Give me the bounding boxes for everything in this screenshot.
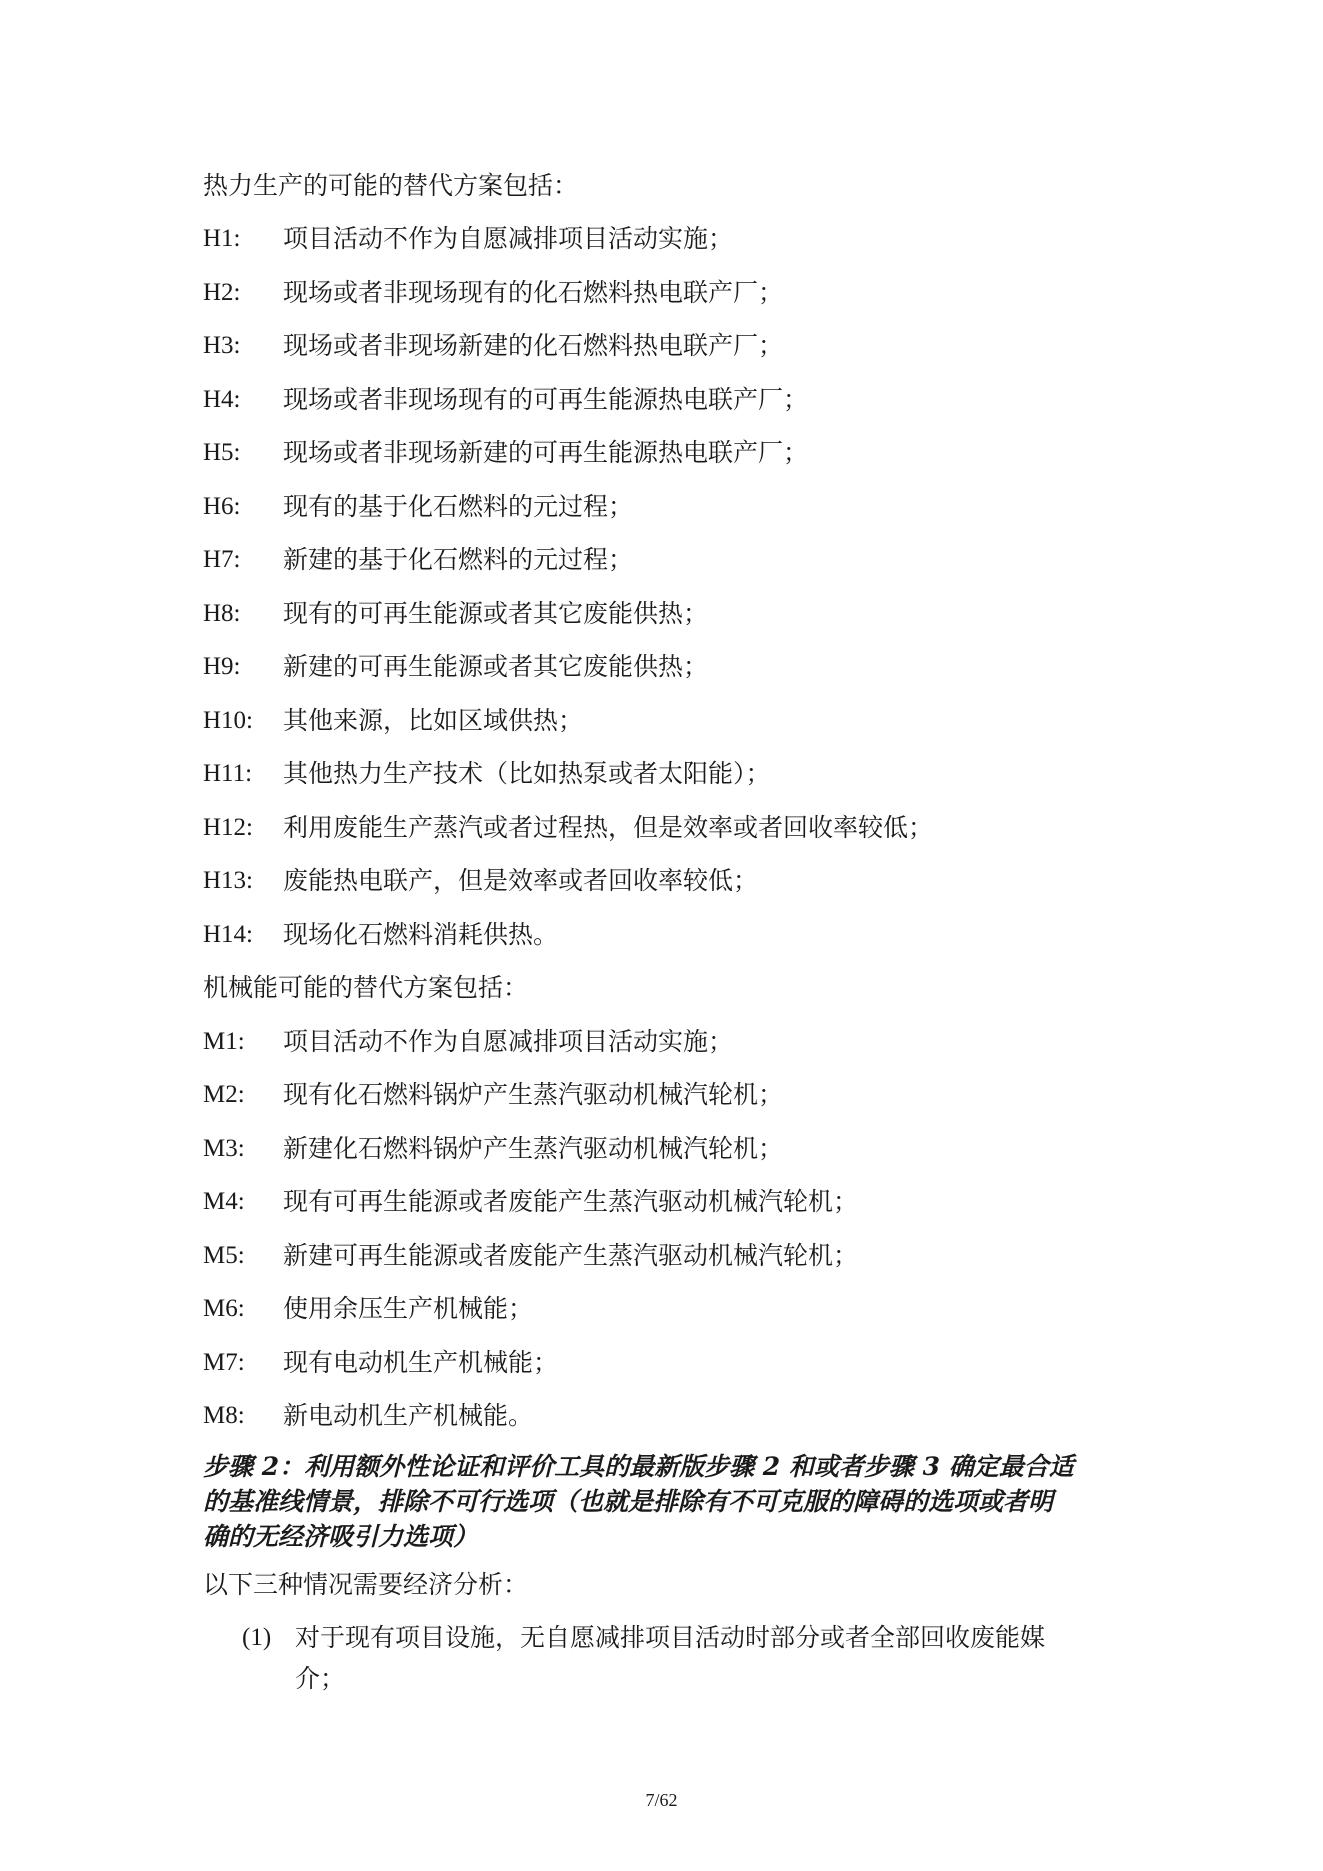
item-code: H6: (203, 493, 241, 520)
item-text-line: 介； (295, 1664, 346, 1693)
item-number: (1) (242, 1624, 272, 1651)
item-code: M2: (203, 1081, 245, 1108)
item-code: H12: (203, 814, 253, 841)
item-code: H4: (203, 386, 241, 413)
item-code: H9: (203, 653, 241, 680)
step-2-heading-line: 步骤 2：利用额外性论证和评价工具的最新版步骤 2 和或者步骤 3 确定最合适 (203, 1452, 1074, 1481)
mech-alternatives-intro: 机械能可能的替代方案包括： (203, 973, 529, 1002)
economic-analysis-intro: 以下三种情况需要经济分析： (203, 1570, 529, 1599)
item-text: 现场或者非现场现有的化石燃料热电联产厂； (283, 278, 784, 307)
item-text: 现有的基于化石燃料的元过程； (283, 492, 634, 521)
step-2-heading-line: 的基准线情景，排除不可行选项（也就是排除有不可克服的障碍的选项或者明 (203, 1487, 1054, 1516)
item-text: 其他热力生产技术（比如热泵或者太阳能）； (283, 759, 771, 788)
item-code: H1: (203, 225, 241, 252)
item-code: M7: (203, 1349, 245, 1376)
item-text: 现场或者非现场新建的化石燃料热电联产厂； (283, 331, 784, 360)
item-text: 其他来源，比如区域供热； (283, 706, 584, 735)
item-text: 废能热电联产，但是效率或者回收率较低； (283, 866, 759, 895)
item-text-line: 对于现有项目设施，无自愿减排项目活动时部分或者全部回收废能媒 (295, 1623, 1046, 1652)
item-code: H3: (203, 332, 241, 359)
item-code: M4: (203, 1188, 245, 1215)
item-code: H2: (203, 279, 241, 306)
item-text: 新建的基于化石燃料的元过程； (283, 545, 634, 574)
list-item (242, 1618, 1122, 1702)
item-text: 现有化石燃料锅炉产生蒸汽驱动机械汽轮机； (283, 1080, 784, 1109)
item-code: H7: (203, 546, 241, 573)
item-text: 现有可再生能源或者废能产生蒸汽驱动机械汽轮机； (283, 1187, 859, 1216)
item-code: M6: (203, 1295, 245, 1322)
item-text: 现有的可再生能源或者其它废能供热； (283, 599, 709, 628)
item-code: H13: (203, 867, 253, 894)
item-text: 利用废能生产蒸汽或者过程热，但是效率或者回收率较低； (283, 813, 934, 842)
item-text: 现场或者非现场新建的可再生能源热电联产厂； (283, 438, 809, 467)
item-text: 项目活动不作为自愿减排项目活动实施； (283, 224, 734, 253)
item-text: 新建化石燃料锅炉产生蒸汽驱动机械汽轮机； (283, 1134, 784, 1163)
item-code: H5: (203, 439, 241, 466)
item-code: H11: (203, 760, 253, 787)
item-text: 使用余压生产机械能； (283, 1294, 534, 1323)
item-code: M8: (203, 1402, 245, 1429)
step-2-heading-line: 确的无经济吸引力选项） (203, 1522, 479, 1551)
item-text: 新电动机生产机械能。 (283, 1401, 534, 1430)
item-text: 现有电动机生产机械能； (283, 1348, 559, 1377)
item-code: M5: (203, 1242, 245, 1269)
item-code: H14: (203, 921, 253, 948)
step-2-heading (203, 1449, 1123, 1554)
item-text: 项目活动不作为自愿减排项目活动实施； (283, 1027, 734, 1056)
item-code: H10: (203, 707, 253, 734)
item-text: 现场化石燃料消耗供热。 (283, 920, 559, 949)
page-number: 7/62 (645, 1790, 678, 1810)
item-code: M1: (203, 1028, 245, 1055)
item-text: 现场或者非现场现有的可再生能源热电联产厂； (283, 385, 809, 414)
item-code: H8: (203, 600, 241, 627)
item-code: M3: (203, 1135, 245, 1162)
item-text: 新建可再生能源或者废能产生蒸汽驱动机械汽轮机； (283, 1241, 859, 1270)
heat-alternatives-intro: 热力生产的可能的替代方案包括： (203, 171, 579, 200)
item-text: 新建的可再生能源或者其它废能供热； (283, 652, 709, 681)
